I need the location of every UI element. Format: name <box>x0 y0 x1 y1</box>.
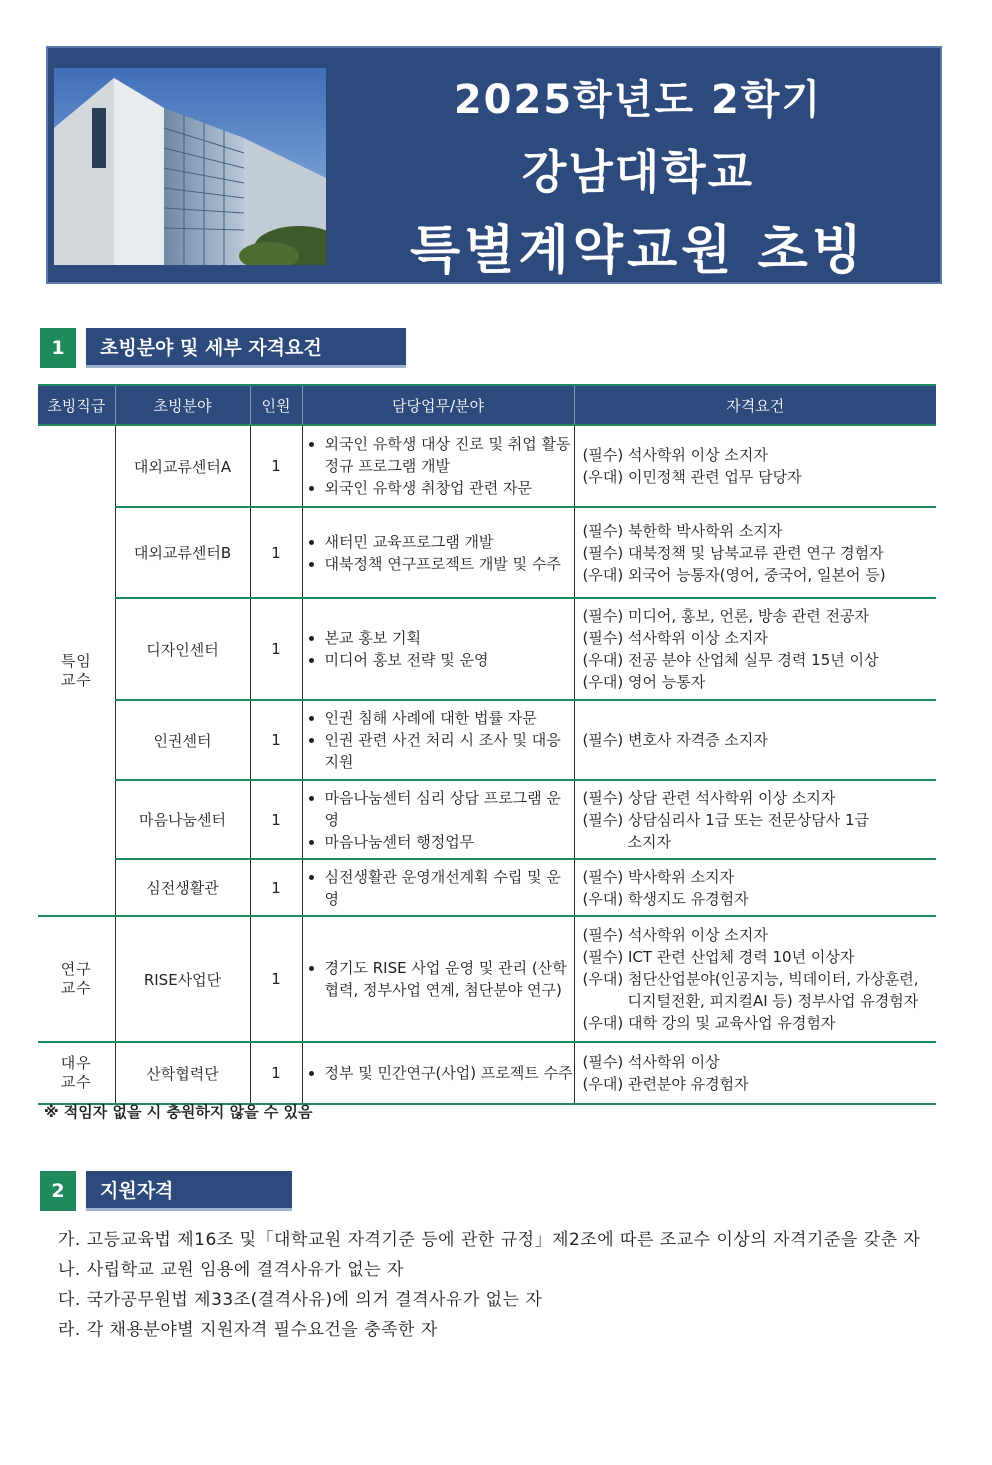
duties-cell <box>302 859 574 916</box>
table-row <box>38 598 936 700</box>
section-2-title: 지원자격 <box>86 1171 292 1211</box>
table-row <box>38 780 936 859</box>
qual-item: (필수) 미디어, 홍보, 언론, 방송 관련 전공자 <box>582 607 869 625</box>
qual-item: (우대) 이민정책 관련 업무 담당자 <box>582 468 802 486</box>
qual-item: (필수) 석사학위 이상 소지자 <box>582 629 768 647</box>
eligibility-item: 라. 각 채용분야별 지원자격 필수요건을 충족한 자 <box>58 1320 438 1340</box>
table-row <box>38 916 936 1042</box>
duty-item: • 심전생활관 운영개선계획 수립 및 운영 <box>325 866 574 910</box>
eligibility-item: 나. 사립학교 교원 임용에 결격사유가 없는 자 <box>58 1260 404 1280</box>
count-cell: 1 <box>250 700 302 780</box>
qual-item: (필수) 석사학위 이상 소지자 <box>582 446 768 464</box>
qual-item: (필수) 박사학위 소지자 <box>582 867 735 886</box>
qualifications-cell <box>574 780 936 859</box>
qual-item: (우대) 외국어 능통자(영어, 중국어, 일본어 등) <box>582 565 886 584</box>
qual-item: (필수) 대북정책 및 남북교류 관련 연구 경험자 <box>582 543 884 562</box>
count-cell: 1 <box>250 916 302 1042</box>
eligibility-list <box>58 1225 920 1345</box>
field-cell: 산학협력단 <box>115 1042 250 1104</box>
rank-label: 대우 교수 <box>60 1054 92 1091</box>
section-2-heading <box>40 1171 300 1211</box>
header-count: 인원 <box>250 385 302 425</box>
qual-item: (필수) 석사학위 이상 소지자 <box>582 926 768 944</box>
rank-cell <box>38 425 115 916</box>
requirements-table <box>38 384 936 1105</box>
table-header-row <box>38 385 936 425</box>
qual-item: (필수) 변호사 자격증 소지자 <box>582 731 768 749</box>
qual-item: (우대) 첨단산업분야(인공지능, 빅데이터, 가상훈련, <box>582 970 919 988</box>
duty-item: • 새터민 교육프로그램 개발 <box>325 531 574 553</box>
rank-cell <box>38 916 115 1042</box>
qual-item: (우대) 학생지도 유경험자 <box>582 889 749 908</box>
header-field: 초빙분야 <box>115 385 250 425</box>
qual-item: (우대) 대학 강의 및 교육사업 유경험자 <box>582 1014 836 1032</box>
duties-cell <box>302 780 574 859</box>
field-cell: 마음나눔센터 <box>115 780 250 859</box>
duty-item: • 경기도 RISE 사업 운영 및 관리 (산학협력, 정부사업 연계, 첨단분야 연구) <box>325 957 574 1001</box>
rank-label: 연구 교수 <box>60 960 92 997</box>
qualifications-cell <box>574 425 936 507</box>
section-1-title: 초빙분야 및 세부 자격요건 <box>86 328 406 368</box>
table-row <box>38 859 936 916</box>
qual-item: (필수) 석사학위 이상 <box>582 1053 720 1071</box>
title-semester: 2025학년도 2학기 <box>453 77 823 123</box>
qual-item: 디지털전환, 피지컬AI 등) 정부사업 유경험자 <box>627 992 919 1010</box>
vacancy-note: ※ 적임자 없을 시 충원하지 않을 수 있음 <box>44 1103 313 1121</box>
count-cell: 1 <box>250 507 302 598</box>
qual-item: (우대) 관련분야 유경험자 <box>582 1075 749 1093</box>
rank-cell <box>38 1042 115 1104</box>
duties-cell <box>302 425 574 507</box>
header-rank: 초빙직급 <box>38 385 115 425</box>
banner-title <box>338 48 938 282</box>
duty-item: • 마음나눔센터 행정업무 <box>325 831 574 853</box>
rank-label: 특임 교수 <box>60 651 92 689</box>
section-1-heading <box>40 328 410 368</box>
table-row <box>38 700 936 780</box>
count-cell: 1 <box>250 598 302 700</box>
duties-cell <box>302 507 574 598</box>
title-recruitment: 특별계약교원 초빙 <box>410 221 866 281</box>
qual-item: 소지자 <box>627 832 671 851</box>
duty-item: • 인권 침해 사례에 대한 법률 자문 <box>325 707 574 729</box>
qual-item: (필수) ICT 관련 산업체 경력 10년 이상자 <box>582 948 855 966</box>
duty-item: • 본교 홍보 기획 <box>325 627 574 649</box>
qual-item: (우대) 전공 분야 산업체 실무 경력 15년 이상 <box>582 651 879 669</box>
table-row <box>38 1042 936 1104</box>
section-2-number: 2 <box>40 1171 76 1211</box>
section-1-number: 1 <box>40 328 76 368</box>
header-banner <box>46 46 942 284</box>
qualifications-cell <box>574 916 936 1042</box>
duty-item: • 마음나눔센터 심리 상담 프로그램 운영 <box>325 787 574 831</box>
count-cell: 1 <box>250 859 302 916</box>
qual-item: (필수) 상담심리사 1급 또는 전문상담사 1급 <box>582 810 869 829</box>
duties-cell <box>302 916 574 1042</box>
title-university: 강남대학교 <box>521 145 755 199</box>
field-cell: 디자인센터 <box>115 598 250 700</box>
field-cell: 대외교류센터A <box>115 425 250 507</box>
duty-item: • 정부 및 민간연구(사업) 프로젝트 수주 <box>325 1062 574 1084</box>
field-cell: 대외교류센터B <box>115 507 250 598</box>
duty-item: • 대북정책 연구프로젝트 개발 및 수주 <box>325 553 574 575</box>
qualifications-cell <box>574 598 936 700</box>
qualifications-cell <box>574 507 936 598</box>
campus-building-photo <box>54 68 326 265</box>
duty-item: • 외국인 유학생 대상 진로 및 취업 활동 정규 프로그램 개발 <box>325 433 574 477</box>
eligibility-item: 다. 국가공무원법 제33조(결격사유)에 의거 결격사유가 없는 자 <box>58 1290 543 1310</box>
duty-item: • 인권 관련 사건 처리 시 조사 및 대응 지원 <box>325 729 574 773</box>
duties-cell <box>302 1042 574 1104</box>
count-cell: 1 <box>250 425 302 507</box>
count-cell: 1 <box>250 1042 302 1104</box>
count-cell: 1 <box>250 780 302 859</box>
header-qualifications: 자격요건 <box>574 385 936 425</box>
duties-cell <box>302 598 574 700</box>
eligibility-item: 가. 고등교육법 제16조 및「대학교원 자격기준 등에 관한 규정」제2조에 따른 조교수 이상의 자격기준을 갖춘 자 <box>58 1230 921 1250</box>
duty-item: • 미디어 홍보 전략 및 운영 <box>325 649 574 671</box>
field-cell: RISE사업단 <box>115 916 250 1042</box>
qualifications-cell <box>574 859 936 916</box>
qual-item: (필수) 북한학 박사학위 소지자 <box>582 521 783 540</box>
field-cell: 심전생활관 <box>115 859 250 916</box>
qual-item: (필수) 상담 관련 석사학위 이상 소지자 <box>582 788 836 807</box>
duty-item: • 외국인 유학생 취창업 관련 자문 <box>325 477 574 499</box>
duties-cell <box>302 700 574 780</box>
header-duties: 담당업무/분야 <box>302 385 574 425</box>
qual-item: (우대) 영어 능통자 <box>582 673 706 691</box>
field-cell: 인권센터 <box>115 700 250 780</box>
table-row <box>38 425 936 507</box>
qualifications-cell <box>574 700 936 780</box>
qualifications-cell <box>574 1042 936 1104</box>
table-row <box>38 507 936 598</box>
